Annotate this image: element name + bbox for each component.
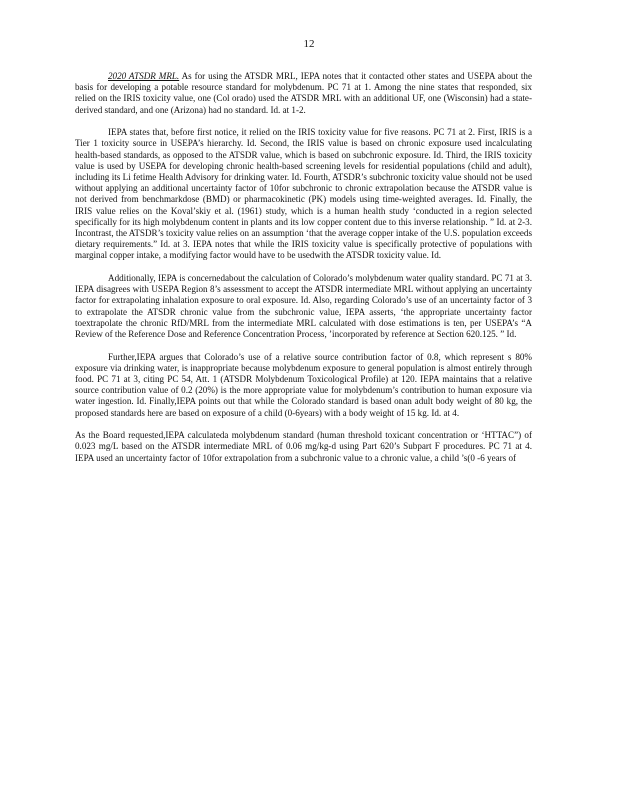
section-heading: 2020 ATSDR MRL. xyxy=(108,71,180,81)
paragraph-board-request xyxy=(75,430,532,464)
page-number: 12 xyxy=(303,38,315,50)
paragraph-iris-reasons xyxy=(75,127,532,261)
paragraph-text: IEPA states that, before first notice, it relied on the IRIS toxicity value for five reasons. PC 71 at 2. First, IRIS is a Tier 1 toxicity source in USEPA’s hierarchy. Id. Second, the IRIS value is based on chronic exposure used incalculating health-based standards, as opposed to the ATSDR value, which is based on subchronic exposure. Id. Third, the IRIS toxicity value is used by USEPA for developing chronic health-based screening levels for residential populations (child and adult), including its Li fetime Health Advisory for drinking water. Id. Fourth, ATSDR’s subchronic toxicity value should not be used without applying an additional uncertainty factor of 10for subchronic to chronic extrapolation because the ATSDR value is not derived from benchmarkdose (BMD) or pharmacokinetic (PK) models using time-weighted averages. Id. Finally, the IRIS value relies on the Koval’skiy et al. (1961) study, which is a human health study ‘conducted in a region selected specifically for its high molybdenum content in plants and its low copper content due to this inverse relationship. ” Id. at 2-3. Incontrast, the ATSDR’s toxicity value relies on an assumption ‘that the average copper intake of the U.S. population exceeds dietary requirements.” Id. at 3. IEPA notes that while the IRIS toxicity value is specifically protective of populations with marginal copper intake, a modifying factor would have to be usedwith the ATSDR toxicity value. Id. xyxy=(75,127,532,261)
document-body xyxy=(75,71,532,475)
paragraph-atsdr-mrl xyxy=(75,71,532,116)
paragraph-relative-source xyxy=(75,352,532,419)
paragraph-colorado-standard xyxy=(75,273,532,340)
paragraph-text: As the Board requested,IEPA calculateda molybdenum standard (human threshold toxicant concentration or ‘HTTAC”) of 0.023 mg/L based on the ATSDR intermediate MRL of 0.06 mg/kg-d using Part 620’s Subpart F procedures. PC 71 at 4. IEPA used an uncertainty factor of 10for extrapolation from a subchronic value to a chronic value, a child ’s(0 -6 years of xyxy=(75,430,532,463)
paragraph-text: Additionally, IEPA is concernedabout the calculation of Colorado’s molybdenum water quality standard. PC 71 at 3. IEPA disagrees with USEPA Region 8’s assessment to accept the ATSDR intermediate MRL without applying an uncertainty factor for extrapolating inhalation exposure to oral exposure. Id. Also, regarding Colorado’s use of an uncertainty factor of 3 to extrapolate the ATSDR chronic value from the subchronic value, IEPA asserts, ‘the appropriate uncertainty factor toextrapolate the chronic RfD/MRL from the intermediate MRL calculated with dose estimations is ten, per USEPA’s “A Review of the Reference Dose and Reference Concentration Process, ’incorporated by reference at Section 620.125. ” Id. xyxy=(75,273,532,340)
paragraph-text: Further,IEPA argues that Colorado’s use of a relative source contribution factor of 0.8, which represent s 80% exposure via drinking water, is inappropriate because molybdenum exposure to general population is almost entirely through food. PC 71 at 3, citing PC 54, Att. 1 (ATSDR Molybdenum Toxicological Profile) at 120. IEPA maintains that a relative source contribution value of 0.2 (20%) is the more appropriate value for molybdenum’s contribution to human exposure via water ingestion. Id. Finally,IEPA points out that while the Colorado standard is based onan adult body weight of 80 kg, the proposed standards here are based on exposure of a child (0-6years) with a body weight of 15 kg. Id. at 4. xyxy=(75,351,532,418)
paragraph-text: As for using the ATSDR MRL, IEPA notes that it contacted other states and USEPA about the basis for developing a potable resource standard for molybdenum. PC 71 at 1. Among the nine states that responded, six relied on the IRIS toxicity value, one (Col orado) used the ATSDR MRL with an additional UF, one (Wisconsin) had a state- derived standard, and one (Arizona) had no standard. Id. at 1-2. xyxy=(75,71,532,115)
